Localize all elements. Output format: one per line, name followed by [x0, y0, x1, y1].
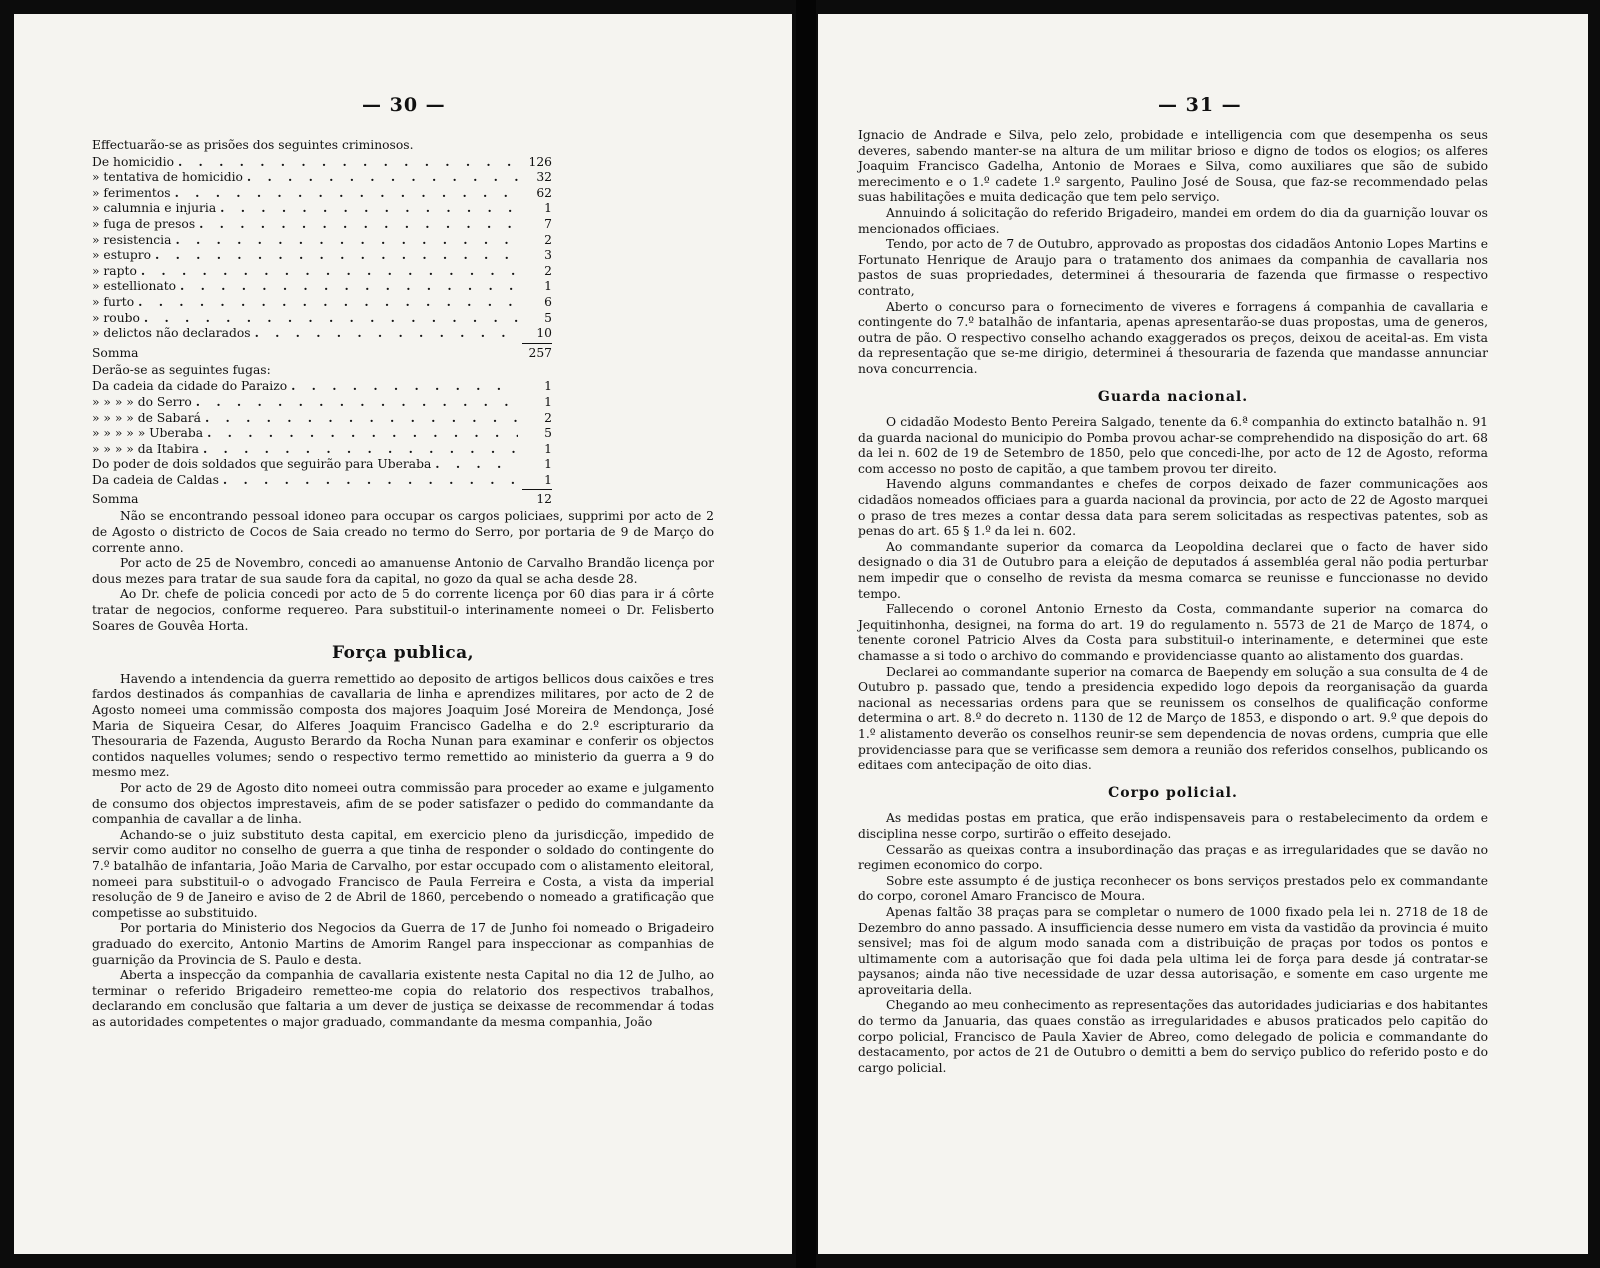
row-label: » roubo — [92, 310, 140, 325]
leader-dots — [175, 232, 518, 248]
row-label: » resistencia — [92, 232, 172, 247]
sum-rule — [522, 343, 552, 344]
list-row — [92, 247, 552, 263]
row-count: 2 — [544, 232, 552, 247]
row-label: » » » » do Serro — [92, 394, 192, 409]
paragraph: Havendo a intendencia da guerra remettido ao deposito de artigos bellicos dous caixões e tres fardos destinados ás companhias de cavallaria de linha e aprendizes militares, por acto de 2 de Agosto nomeei uma commissão composta dos majores Joaquim José Moreira de Mendonça, José Maria de Siqueira Cesar, do Alferes Joaquim Francisco Gadelha e do 2.º escripturario da Thesouraria de Fazenda, Augusto Berardo da Rocha Nunan para examinar e conferir os objectos contidos naquelles volumes; sendo o respectivo termo remettido ao ministerio da guerra a 9 do mesmo mez. — [92, 671, 714, 780]
row-count: 32 — [536, 170, 552, 185]
row-label: » furto — [92, 294, 135, 309]
row-label: » estupro — [92, 248, 152, 263]
list-row — [92, 154, 552, 170]
row-count: 6 — [544, 294, 552, 309]
paragraph: Não se encontrando pessoal idoneo para occupar os cargos policiaes, supprimi por acto de 2 de Agosto o districto de Cocos de Saia creado no termo do Serro, por portaria de 9 de Março do corrente anno. — [92, 509, 714, 555]
section-title-forca-publica: Força publica, — [331, 643, 475, 664]
left-page — [14, 14, 792, 1254]
leader-dots — [247, 169, 518, 185]
leader-dots — [155, 247, 518, 263]
row-count: 1 — [544, 201, 552, 216]
paragraph: Declarei ao commandante superior na comarca de Baependy em solução a sua consulta de 4 de Outubro p. passado que, tendo a presidencia expedido logo depois da reorganisação da guarda nacional as necessarias ordens para que se reunissem os conselhos de qualificação conforme determina o art. 8.º do decreto n. 1130 de 12 de Março de 1853, e dispondo o art. 9.º que depois do 1.º alistamento deverão os conselhos reunir-se sem dependencia de novas ordens, cumpria que elle providenciasse para que se verificasse sem demora a reunião dos referidos conselhos, publicando os editaes com antecipação de oito dias. — [858, 664, 1488, 773]
leader-dots — [291, 378, 518, 394]
right-page — [818, 14, 1588, 1254]
leader-dots — [203, 441, 518, 457]
paragraph: Por acto de 25 de Novembro, concedi ao amanuense Antonio de Carvalho Brandão licença por dous mezes para tratar de sua saude fora da capital, no gozo da qual se acha desde 28. — [92, 556, 714, 586]
paragraph: Achando-se o juiz substituto desta capital, em exercicio pleno da jurisdicção, impedido de servir como auditor no conselho de guerra a que tinha de responder o soldado do contingente do 7.º batalhão de infantaria, João Maria de Carvalho, por estar occupado com o alistamento eleitoral, nomeei para substituil-o o advogado Francisco de Paula Ferreira e Costa, a vista da imperial resolução de 9 de Janeiro e aviso de 2 de Abril de 1860, percebendo o nomeado a gratificação que competisse ao substituido. — [92, 827, 714, 920]
list-row — [92, 410, 552, 426]
sum-value: 12 — [536, 492, 552, 507]
row-count: 10 — [536, 326, 552, 341]
paragraph: Annuindo á solicitação do referido Brigadeiro, mandei em ordem do dia da guarnição louvar os mencionados officiaes. — [858, 205, 1488, 236]
paragraph: Ignacio de Andrade e Silva, pelo zelo, probidade e intelligencia com que desempenha os seus deveres, sabendo manter-se na altura de um militar brioso e digno de todos os elogios; os alferes Joaquim Francisco Gadelha, Antonio de Moraes e Silva, como auxiliares que são de subido merecimento e o 1.º cadete 1.º sargento, Paulino José de Sousa, que faz-se recommendado pelas suas habilitações e muita dedicação que tem pelo serviço. — [858, 128, 1488, 205]
sum-rule — [522, 489, 552, 490]
flights-sum-row — [92, 492, 552, 509]
list-row — [92, 378, 552, 394]
leader-dots — [141, 263, 518, 279]
paragraph: Ao Dr. chefe de policia concedi por acto de 5 do corrente licença por 60 dias para ir á côrte tratar de negocios, conforme requereo. Para substituil-o interinamente nomeei o Dr. Felisberto Soares de Gouvêa Horta. — [92, 587, 714, 633]
leader-dots — [144, 310, 518, 326]
page-number: — 30 — — [362, 94, 446, 116]
list-row — [92, 325, 552, 341]
list-row — [92, 456, 552, 472]
flight-list — [92, 378, 552, 487]
row-label: Da cadeia da cidade do Paraizo — [92, 379, 288, 394]
row-count: 5 — [544, 426, 552, 441]
list-row — [92, 216, 552, 232]
leader-dots — [207, 425, 518, 441]
left-column — [92, 138, 714, 1030]
row-count: 3 — [544, 248, 552, 263]
right-column — [858, 128, 1488, 1076]
list-row — [92, 425, 552, 441]
crime-list — [92, 154, 552, 341]
paragraph: Aberto o concurso para o fornecimento de viveres e forragens á companhia de cavallaria e contingente do 7.º batalhão de infantaria, apenas apresentarão-se duas propostas, uma de generos, outra de pão. O respectivo conselho achando exaggerados os preços, deixou de aceital-as. Em vista da representação que se-me dirigio, determinei á thesouraria de fazenda que mandasse annunciar nova concurrencia. — [858, 299, 1488, 376]
row-label: » fuga de presos — [92, 216, 196, 231]
paragraphs-before — [92, 509, 714, 634]
flights-intro: Derão-se as seguintes fugas: — [92, 362, 271, 377]
leader-dots — [220, 200, 518, 216]
row-label: » ferimentos — [92, 185, 171, 200]
row-count: 1 — [544, 394, 552, 409]
corpo-policial-paragraphs — [858, 811, 1488, 1076]
row-label: » » » » de Sabará — [92, 410, 201, 425]
paragraph: O cidadão Modesto Bento Pereira Salgado, tenente da 6.ª companhia do extincto batalhão n. 91 da guarda nacional do municipio do Pomba provou achar-se comprehendido na disposição do art. 68 da lei n. 602 de 19 de Setembro de 1850, pelo que concedi-lhe, por acto de 12 de Agosto, reforma com accesso no posto de capitão, a que tambem provou ter direito. — [858, 415, 1488, 476]
list-row — [92, 200, 552, 216]
row-count: 1 — [544, 472, 552, 487]
leader-dots — [205, 410, 518, 426]
leader-dots — [255, 325, 518, 341]
paragraph: Chegando ao meu conhecimento as representações das autoridades judiciarias e dos habitantes do termo da Januaria, das quaes constão as irregularidades e abusos praticados pelo capitão do corpo policial, Francisco de Paula Xavier de Abreo, como delegado de policia e commandante do destacamento, por actos de 21 de Outubro o demitti a bem do serviço publico do referido posto e do cargo policial. — [858, 998, 1488, 1075]
row-label: » » » » da Itabira — [92, 441, 199, 456]
sum-label: Somma — [92, 492, 139, 507]
paragraphs-after — [92, 672, 714, 1031]
row-count: 1 — [544, 457, 552, 472]
paragraph: Tendo, por acto de 7 de Outubro, approvado as propostas dos cidadãos Antonio Lopes Martins e Fortunato Henrique de Araujo para o tratamento dos animaes da companhia de cavallaria nos pastos de suas propriedades, determinei á thesouraria de fazenda que firmasse o respectivo contrato, — [858, 237, 1488, 298]
row-label: » tentativa de homicidio — [92, 170, 243, 185]
paragraph: Fallecendo o coronel Antonio Ernesto da Costa, commandante superior na comarca do Jequitinhonha, designei, na forma do art. 19 do regulamento n. 5573 de 21 de Março de 1874, o tenente coronel Patricio Alves da Costa para substituil-o interinamente, e determinei que este chamasse a si todo o archivo do commando e providenciasse quanto ao alistamento dos guardas. — [858, 602, 1488, 663]
sum-label: Somma — [92, 345, 139, 360]
paragraph: Apenas faltão 38 praças para se completar o numero de 1000 fixado pela lei n. 2718 de 18 de Dezembro do anno passado. A insufficiencia desse numero em vista da vastidão da provincia é muito sensivel; mas foi de algum modo sanada com a distribuição de praças por todos os pontos e ultimamente com a autorisação que foi dada pela ultima lei de força para desde já contratar-se paysanos; ainda não tive necessidade de uzar dessa autorisação, e somente em caso urgente me aproveitaria della. — [858, 904, 1488, 997]
book-spine — [796, 0, 816, 1268]
list-row — [92, 441, 552, 457]
row-count: 126 — [528, 154, 552, 169]
arrests-intro: Effectuarão-se as prisões dos seguintes criminosos. — [92, 138, 414, 152]
crimes-sum-row — [92, 346, 552, 363]
paragraph: Ao commandante superior da comarca da Leopoldina declarei que o facto de haver sido designado o dia 31 de Outubro para a eleição de deputados á assembléa geral não podia perturbar nem impedir que o conselho de revista da mesma comarca se reunisse e funccionasse no devido tempo. — [858, 539, 1488, 601]
row-count: 1 — [544, 279, 552, 294]
row-count: 7 — [544, 216, 552, 231]
paragraphs-top — [858, 128, 1488, 378]
paragraph: Por portaria do Ministerio dos Negocios da Guerra de 17 de Junho foi nomeado o Brigadeiro graduado do exercito, Antonio Martins de Amorim Rangel para inspeccionar as companhias de guarnição da Provincia de S. Paulo e desta. — [92, 921, 714, 967]
row-label: » rapto — [92, 263, 137, 278]
leader-dots — [223, 472, 518, 488]
section-title-guarda-nacional: Guarda nacional. — [1097, 388, 1249, 405]
row-count: 1 — [544, 441, 552, 456]
row-label: Do poder de dois soldados que seguirão para Uberaba — [92, 457, 432, 472]
paragraph: As medidas postas em pratica, que erão indispensaveis para o restabelecimento da ordem e disciplina nesse corpo, surtirão o effeito desejado. — [858, 811, 1488, 841]
paragraph: Havendo alguns commandantes e chefes de corpos deixado de fazer communicações aos cidadãos nomeados officiaes para a guarda nacional da provincia, por acto de 22 de Agosto marquei o praso de tres mezes a contar dessa data para serem solicitadas as respectivas patentes, sob as penas do art. 65 § 1.º da lei n. 602. — [858, 477, 1488, 539]
row-count: 2 — [544, 410, 552, 425]
leader-dots — [178, 154, 518, 170]
row-label: » » » » » Uberaba — [92, 426, 204, 441]
list-row — [92, 394, 552, 410]
row-label: Da cadeia de Caldas — [92, 472, 219, 487]
leader-dots — [180, 278, 518, 294]
row-count: 1 — [544, 379, 552, 394]
paragraph: Aberta a inspecção da companhia de cavallaria existente nesta Capital no dia 12 de Julho, ao terminar o referido Brigadeiro remetteo-me copia do relatorio dos respectivos trabalhos, declarando em conclusão que faltaria a um dever de justiça se deixasse de recommendar á todas as autoridades competentes o major graduado, commandante da mesma companhia, João — [92, 968, 714, 1029]
row-count: 62 — [536, 185, 552, 200]
paragraph: Por acto de 29 de Agosto dito nomeei outra commissão para proceder ao exame e julgamento de consumo dos objectos imprestaveis, afim de se poder satisfazer o pedido do commandante da companhia de cavallar a de linha. — [92, 780, 714, 827]
leader-dots — [138, 294, 518, 310]
leader-dots — [435, 456, 518, 472]
list-row — [92, 263, 552, 279]
list-row — [92, 294, 552, 310]
list-row — [92, 278, 552, 294]
guarda-nacional-paragraphs — [858, 415, 1488, 774]
list-row — [92, 169, 552, 185]
sum-value: 257 — [528, 345, 552, 360]
row-count: 2 — [544, 263, 552, 278]
list-row — [92, 185, 552, 201]
section-title-corpo-policial: Corpo policial. — [1108, 784, 1238, 801]
leader-dots — [175, 185, 518, 201]
list-row — [92, 310, 552, 326]
paragraph: Sobre este assumpto é de justiça reconhecer os bons serviços prestados pelo ex commandante do corpo, coronel Amaro Francisco de Moura. — [858, 873, 1488, 904]
leader-dots — [196, 394, 518, 410]
page-number: — 31 — — [1158, 94, 1242, 116]
list-row — [92, 232, 552, 248]
row-label: » calumnia e injuria — [92, 201, 217, 216]
paragraph: Cessarão as queixas contra a insubordinação das praças e as irregularidades que se davão no regimen economico do corpo. — [858, 842, 1488, 873]
row-label: De homicidio — [92, 154, 174, 169]
list-row — [92, 472, 552, 488]
row-count: 5 — [544, 310, 552, 325]
row-label: » estellionato — [92, 279, 177, 294]
leader-dots — [199, 216, 518, 232]
row-label: » delictos não declarados — [92, 326, 251, 341]
